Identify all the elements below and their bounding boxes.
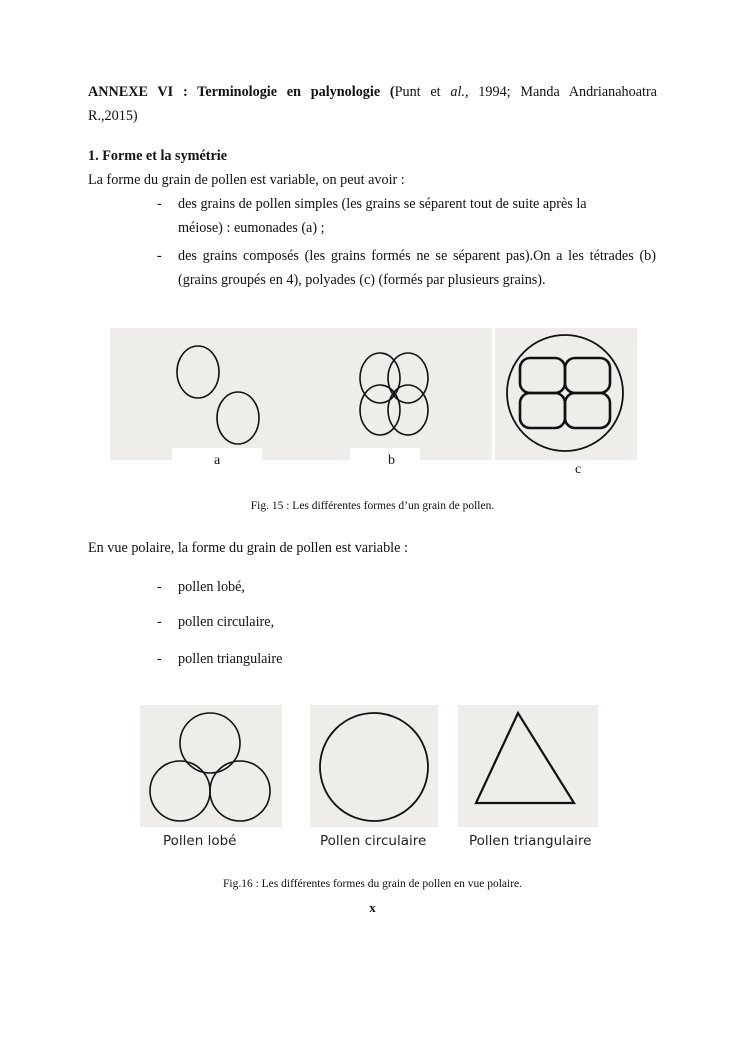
bullet-dash: - bbox=[157, 579, 162, 595]
label-pollen-circulaire: Pollen circulaire bbox=[320, 833, 427, 849]
figure-label-c: c bbox=[575, 462, 582, 477]
label-pollen-triangulaire: Pollen triangulaire bbox=[469, 833, 592, 849]
figure-16-caption: Fig.16 : Les différentes formes du grain de pollen en vue polaire. bbox=[222, 878, 523, 890]
figure-15-image-ab bbox=[110, 328, 492, 460]
title-ref-italic: al., bbox=[450, 84, 469, 100]
bullet-dash: - bbox=[157, 196, 162, 212]
bullet-dash: - bbox=[157, 614, 162, 630]
section2-intro: En vue polaire, la forme du grain de pollen est variable : bbox=[88, 540, 408, 556]
bullet-text: méiose) : eumonades (a) ; bbox=[178, 220, 325, 236]
bullet-text: des grains composés (les grains formés ne se séparent pas).On a les tétrades (b) bbox=[178, 248, 656, 264]
bullet-dash: - bbox=[157, 248, 162, 264]
pollen-drawing-c bbox=[495, 328, 637, 460]
title-ref: Punt et bbox=[394, 84, 451, 100]
bullet-text: pollen lobé, bbox=[178, 579, 245, 595]
bullet-text: (grains groupés en 4), polyades (c) (formés par plusieurs grains). bbox=[178, 272, 546, 288]
annex-title-line2: R.,2015) bbox=[88, 108, 138, 124]
annex-title bbox=[88, 84, 657, 101]
title-bold: ANNEXE VI : Terminologie en palynologie ( bbox=[88, 84, 395, 100]
pollen-triangulaire-image bbox=[458, 705, 598, 827]
figure-15-image-c bbox=[495, 328, 637, 460]
figure-15-caption: Fig. 15 : Les différentes formes d’un grain de pollen. bbox=[250, 500, 495, 512]
pollen-circulaire-drawing bbox=[310, 705, 438, 827]
pollen-triangulaire-drawing bbox=[458, 705, 598, 827]
page-number: x bbox=[369, 900, 376, 915]
section-heading: 1. Forme et la symétrie bbox=[88, 148, 228, 164]
bullet-text: pollen circulaire, bbox=[178, 614, 275, 630]
bullet-text: pollen triangulaire bbox=[178, 651, 283, 667]
pollen-drawing-ab bbox=[110, 328, 492, 460]
bullet-dash: - bbox=[157, 651, 162, 667]
figure-label-a: a bbox=[214, 453, 221, 468]
pollen-lobe-drawing bbox=[140, 705, 282, 827]
pollen-lobe-image bbox=[140, 705, 282, 827]
section-intro: La forme du grain de pollen est variable, on peut avoir : bbox=[88, 172, 405, 188]
bullet-text: des grains de pollen simples (les grains se séparent tout de suite après la bbox=[178, 196, 587, 212]
title-ref-rest: 1994; Manda Andrianahoatra bbox=[468, 84, 657, 100]
figure-label-b: b bbox=[388, 453, 395, 468]
pollen-circulaire-image bbox=[310, 705, 438, 827]
label-pollen-lobe: Pollen lobé bbox=[163, 833, 237, 849]
